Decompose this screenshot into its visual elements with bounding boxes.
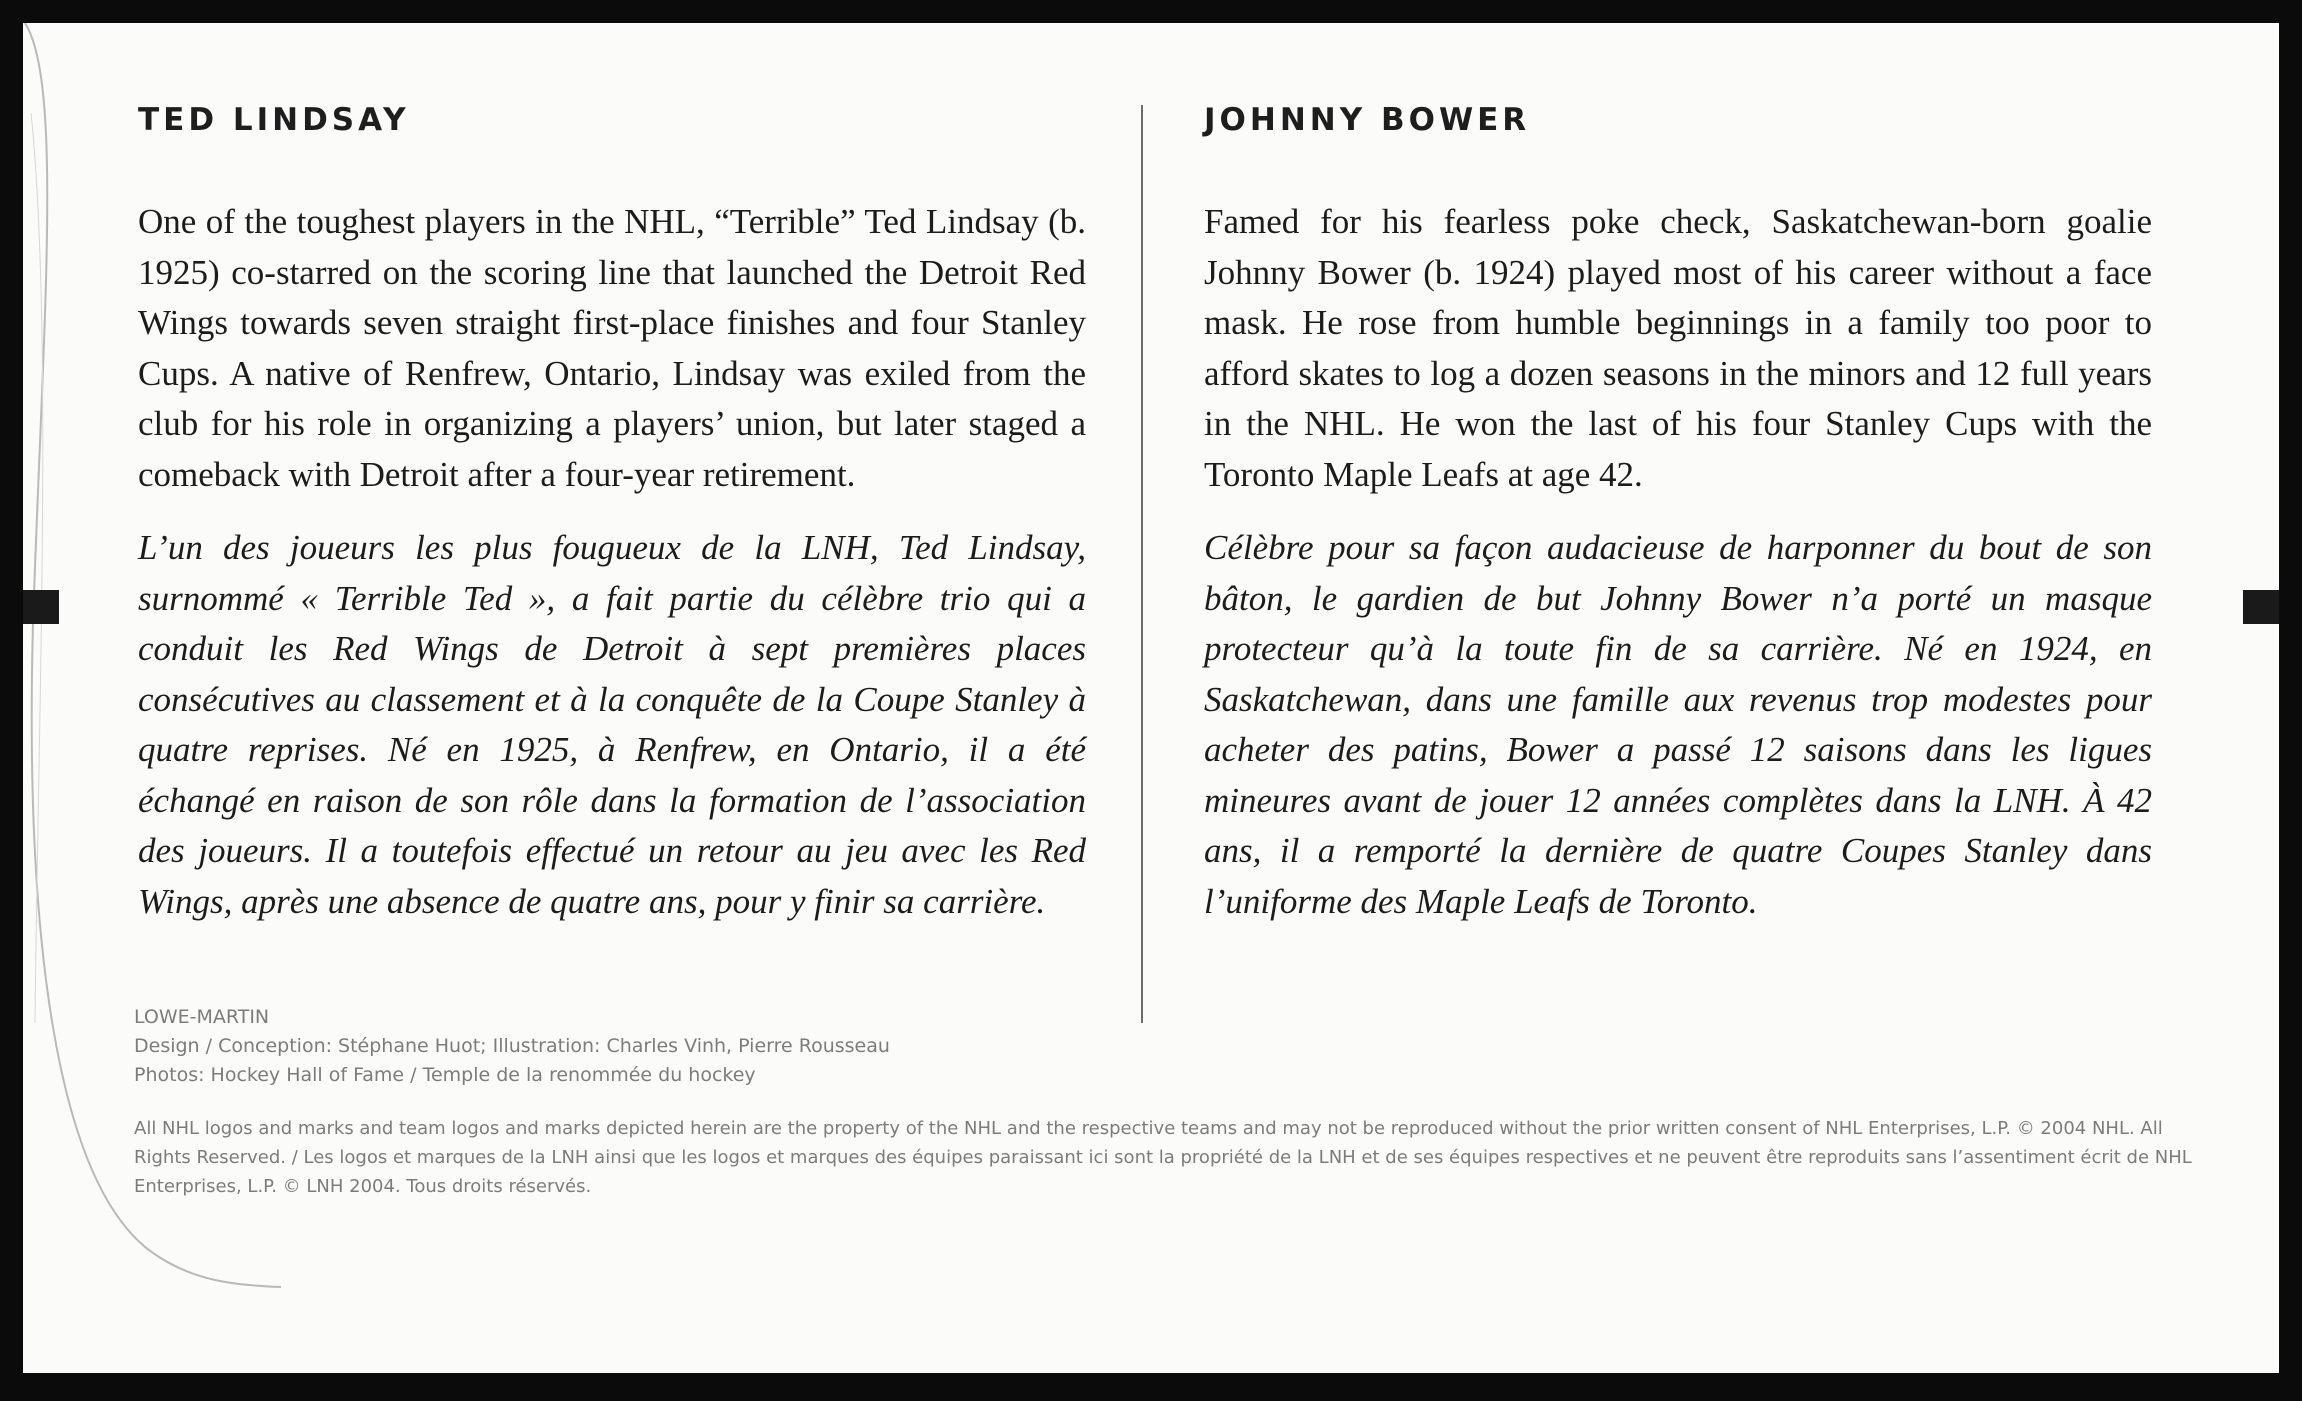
alignment-notch-right: [2243, 590, 2279, 624]
alignment-notch-left: [23, 590, 59, 624]
printer-credit: LOWE-MARTIN: [134, 1006, 270, 1028]
english-bio-lindsay: One of the toughest players in the NHL, “Terrible” Ted Lindsay (b. 1925) co-starred on the scoring line that launched the Detroit Red Wings towards seven straight first-place finishes and four Stanley Cups. A native of Renfrew, Ontario, Lindsay was exiled from the club for his role in organizing a players’ union, but later staged a comeback with Detroit after a four-year retirement.: [138, 202, 1086, 494]
french-bio-lindsay: L’un des joueurs les plus fougueux de la LNH, Ted Lindsay, surnommé « Terrible Ted », a fait partie du célèbre trio qui a conduit les Red Wings de Detroit à sept premières places consécutives au classement et à la conquête de la Coupe Stanley à quatre reprises. Né en 1925, à Renfrew, en Ontario, il a été échangé en raison de son rôle dans la formation de l’association des joueurs. Il a toutefois effectué un retour au jeu avec les Red Wings, après une absence de quatre ans, pour y finir sa carrière.: [138, 528, 1086, 921]
design-credit: Design / Conception: Stéphane Huot; Illustration: Charles Vinh, Pierre Rousseau: [134, 1035, 890, 1057]
column-divider: [1141, 105, 1143, 1023]
photo-credit: Photos: Hockey Hall of Fame / Temple de la renommée du hockey: [134, 1064, 756, 1086]
credits-block: [134, 1003, 2134, 1090]
english-bio-bower: Famed for his fearless poke check, Saskatchewan-born goalie Johnny Bower (b. 1924) played most of his career without a face mask. He rose from humble beginnings in a family too poor to afford skates to log a dozen seasons in the minors and 12 full years in the NHL. He won the last of his four Stanley Cups with the Toronto Maple Leafs at age 42.: [1204, 202, 2152, 494]
french-bio-bower: Célèbre pour sa façon audacieuse de harponner du bout de son bâton, le gardien de but Johnny Bower n’a porté un masque protecteur qu’à la toute fin de sa carrière. Né en 1924, en Saskatchewan, dans une famille aux revenus trop modestes pour acheter des patins, Bower a passé 12 saisons dans les ligues mineures avant de jouer 12 années complètes dans la LNH. À 42 ans, il a remporté la dernière de quatre Coupes Stanley dans l’uniforme des Maple Leafs de Toronto.: [1204, 528, 2152, 921]
envelope-back: [23, 23, 2279, 1373]
player-heading-bower: JOHNNY BOWER: [1204, 102, 1531, 138]
legal-notice: All NHL logos and marks and team logos and marks depicted herein are the property of the NHL and the respective teams and may not be reproduced without the prior written consent of NHL Enterprises, L.P. © 2004 NHL. All Rights Reserved. / Les logos et marques de la LNH ainsi que les logos et marques des équipes paraissant ici sont la propriété de la LNH et de ses équipes respectives et ne peuvent être reproduits sans l’assentiment écrit de NHL Enterprises, L.P. © LNH 2004. Tous droits réservés.: [134, 1118, 2192, 1197]
player-heading-lindsay: TED LINDSAY: [138, 102, 410, 138]
